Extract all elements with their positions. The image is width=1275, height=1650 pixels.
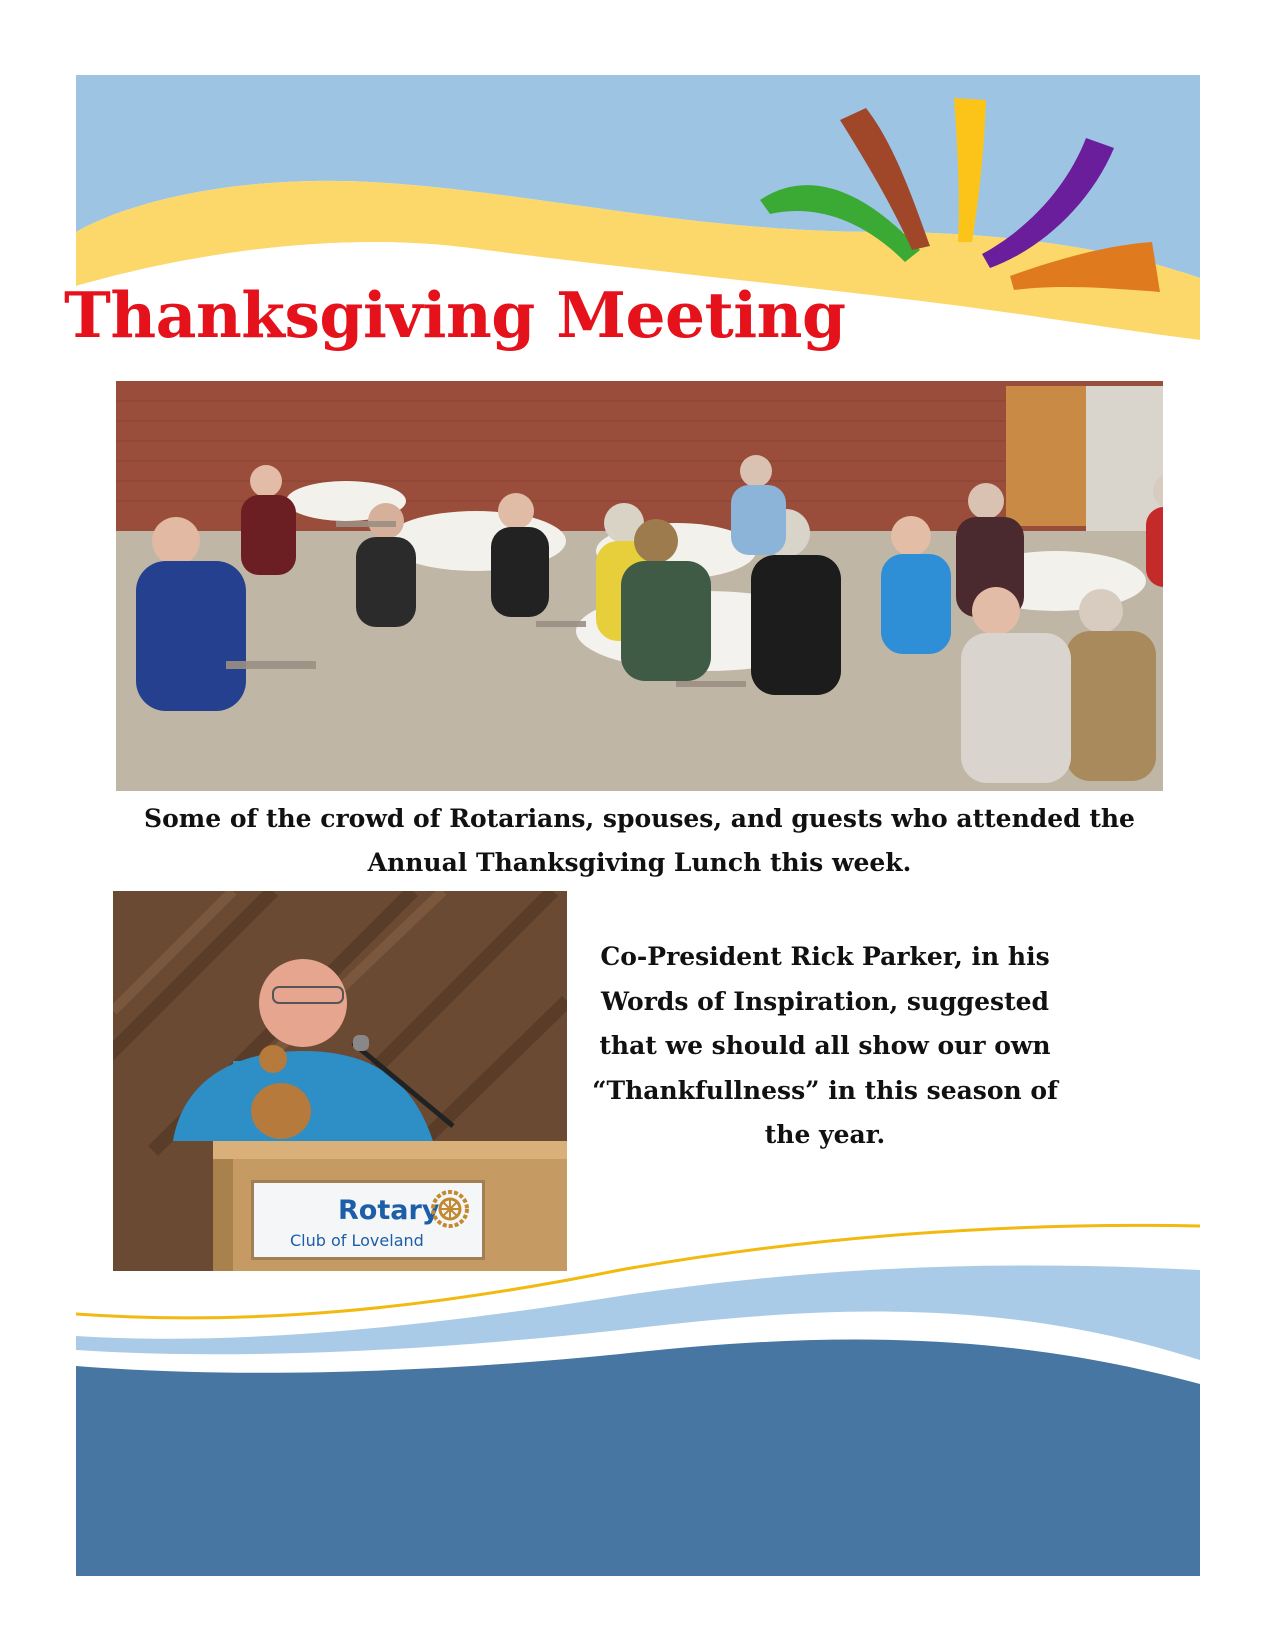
- speaker-photo: [113, 891, 567, 1271]
- page-title: Thanksgiving Meeting: [64, 278, 846, 352]
- podium-sign-club: Club of Loveland: [290, 1231, 424, 1250]
- podium-sign-name: Rotary: [338, 1195, 440, 1226]
- speaker-photo-caption: Co-President Rick Parker, in his Words of Inspiration, suggested that we should all show our own “Thankfullness” in this season of the year.: [592, 942, 1058, 1149]
- dinner-crowd-photo-icon: [116, 381, 1163, 791]
- footer-dark-band: [76, 1340, 1200, 1576]
- crowd-photo-caption: Some of the crowd of Rotarians, spouses, and guests who attended the Annual Thanksgiving Lunch this week.: [144, 804, 1135, 877]
- rotary-wheel-icon: [430, 1189, 470, 1229]
- podium-sign: [251, 1180, 485, 1260]
- crowd-photo: [116, 381, 1163, 791]
